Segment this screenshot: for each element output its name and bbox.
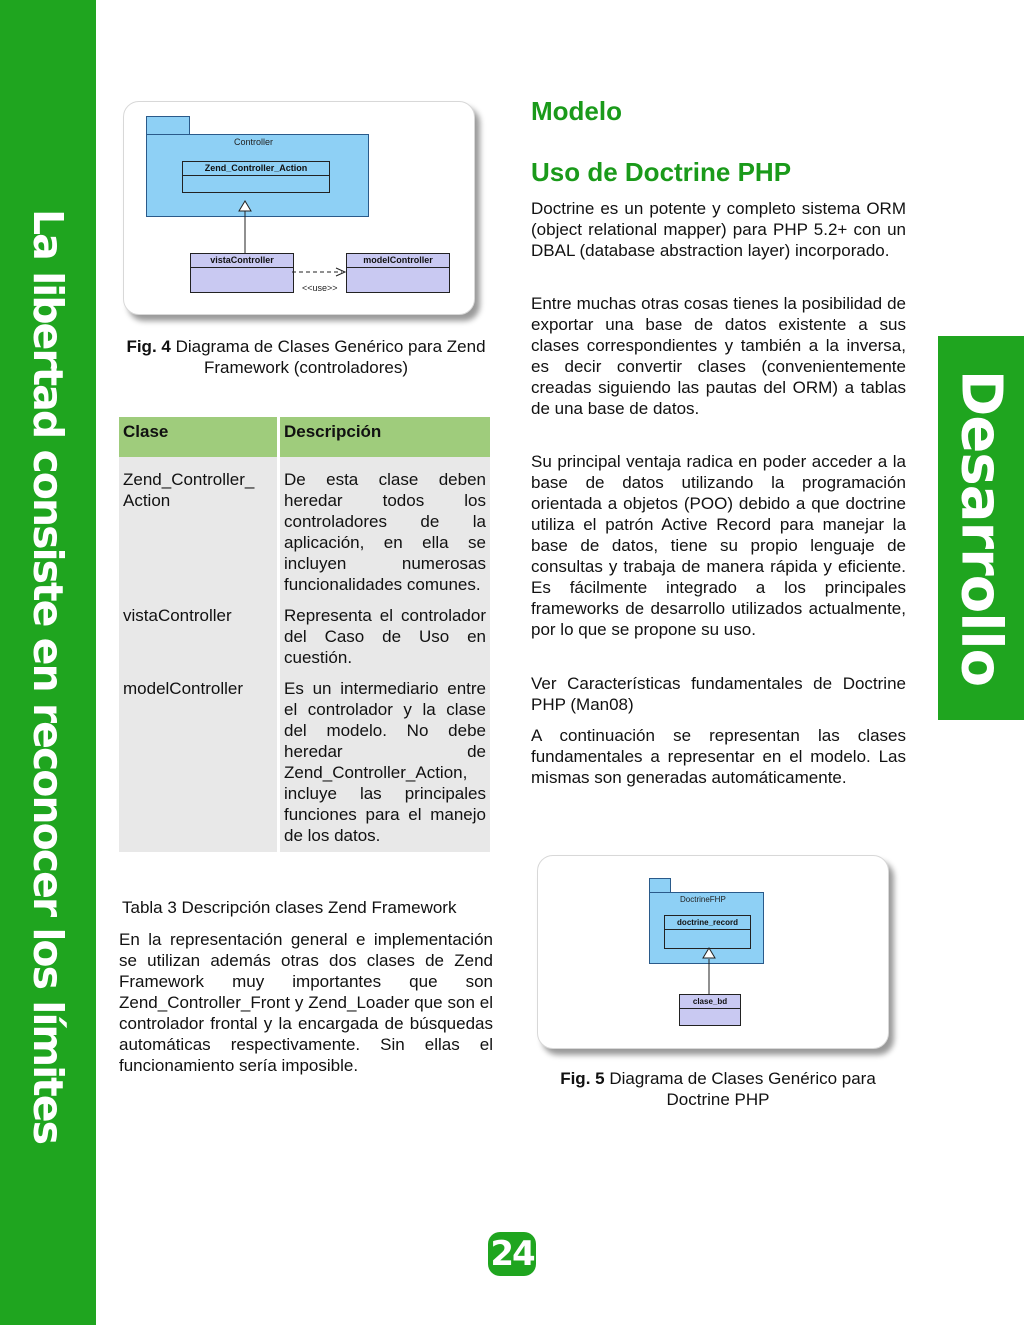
table-cell-clase: Zend_Controller_ Action — [119, 457, 279, 601]
paragraph-3: Su principal ventaja radica en poder acceder a la base de datos utilizando la programación orientada a objetos (POO) debido a que doctrine utiliza el patrón Active Record para manejar la base de datos, tiene su propio lenguaje de consultas y trabaja de manera rápida y eficiente. Es fácilmente integrado a los principales frameworks de desarrollo utilizados actualmente, por lo que se propone su uso. — [531, 452, 906, 639]
table-row — [119, 601, 490, 674]
table-cell-clase: vistaController — [119, 601, 279, 674]
side-band-quote: La libertad consiste en reconocer los límites — [24, 209, 72, 1143]
page-number: 24 — [488, 1232, 536, 1276]
table-header-clase: Clase — [119, 417, 279, 457]
fig4-diagram — [123, 101, 475, 315]
section-tab — [938, 336, 1024, 720]
paragraph-5: A continuación se representan las clases fundamentales a representar en el modelo. Las mismas son generadas automáticamente. — [531, 726, 906, 787]
left-paragraph: En la representación general e implementación se utilizan además otras dos clases de Zend Framework muy importantes que son Zend_Controller_Front y Zend_Loader que son el controlador frontal y la encargada de búsquedas automáticas respectivamente. Sin ellas el funcionamiento sería imposible. — [119, 930, 493, 1075]
section-tab-label: Desarrollo — [948, 369, 1014, 687]
table-header-row — [119, 417, 490, 457]
package-label: DoctrineFHP — [680, 895, 726, 904]
paragraph-4: Ver Características fundamentales de Doctrine PHP (Man08) — [531, 674, 906, 714]
left-side-band — [0, 0, 96, 1325]
paragraph-2: Entre muchas otras cosas tienes la posibilidad de exportar una base de datos existente a sus clases correspondientes y también a la inversa, es decir convertir clases (convenientemente creadas siguiendo las pautas del ORM) a tablas de una base de datos. — [531, 294, 906, 418]
fig5-diagram — [537, 855, 889, 1049]
fig5-connectors — [538, 856, 888, 1048]
table-cell-clase: modelController — [119, 674, 279, 852]
table-row — [119, 457, 490, 601]
heading-modelo: Modelo — [531, 96, 622, 126]
package-label: Controller — [234, 137, 274, 147]
fig5-caption-text: Diagrama de Clases Genérico para Doctrine PHP — [604, 1069, 876, 1109]
table-header-descripcion: Descripción — [279, 417, 491, 457]
fig5-caption-prefix: Fig. 5 — [560, 1069, 605, 1088]
fig4-caption — [124, 336, 488, 378]
table-caption: Tabla 3 Descripción clases Zend Framework — [122, 898, 457, 917]
fig4-caption-prefix: Fig. 4 — [126, 337, 171, 356]
table-cell-descripcion: Representa el controlador del Caso de Uso en cuestión. — [279, 601, 491, 674]
table-cell-descripcion: Es un intermediario entre el controlador y la clase del modelo. No debe heredar de Zend_Controller_Action, incluye las principales funciones para el manejo de los datos. — [279, 674, 491, 852]
fig4-connectors — [124, 102, 474, 314]
paragraph-1: Doctrine es un potente y completo sistema ORM (object relational mapper) para PHP 5.2+ con un DBAL (database abstraction layer) incorporado. — [531, 199, 906, 260]
table-row — [119, 674, 490, 852]
heading-doctrine: Uso de Doctrine PHP — [531, 157, 792, 187]
fig4-caption-text: Diagrama de Clases Genérico para Zend Framework (controladores) — [170, 337, 486, 377]
class-name: modelController — [347, 254, 449, 268]
table-cell-descripcion: De esta clase deben heredar todos los controladores de la aplicación, en ella se incluyen numerosas funcionalidades comunes. — [279, 457, 491, 601]
class-name: doctrine_record — [665, 916, 750, 930]
class-name: clase_bd — [680, 995, 740, 1009]
classes-table — [119, 417, 490, 852]
class-name: Zend_Controller_Action — [183, 162, 329, 176]
fig5-caption — [536, 1068, 900, 1110]
use-stereotype: <<use>> — [302, 283, 338, 293]
class-name: vistaController — [191, 254, 293, 268]
